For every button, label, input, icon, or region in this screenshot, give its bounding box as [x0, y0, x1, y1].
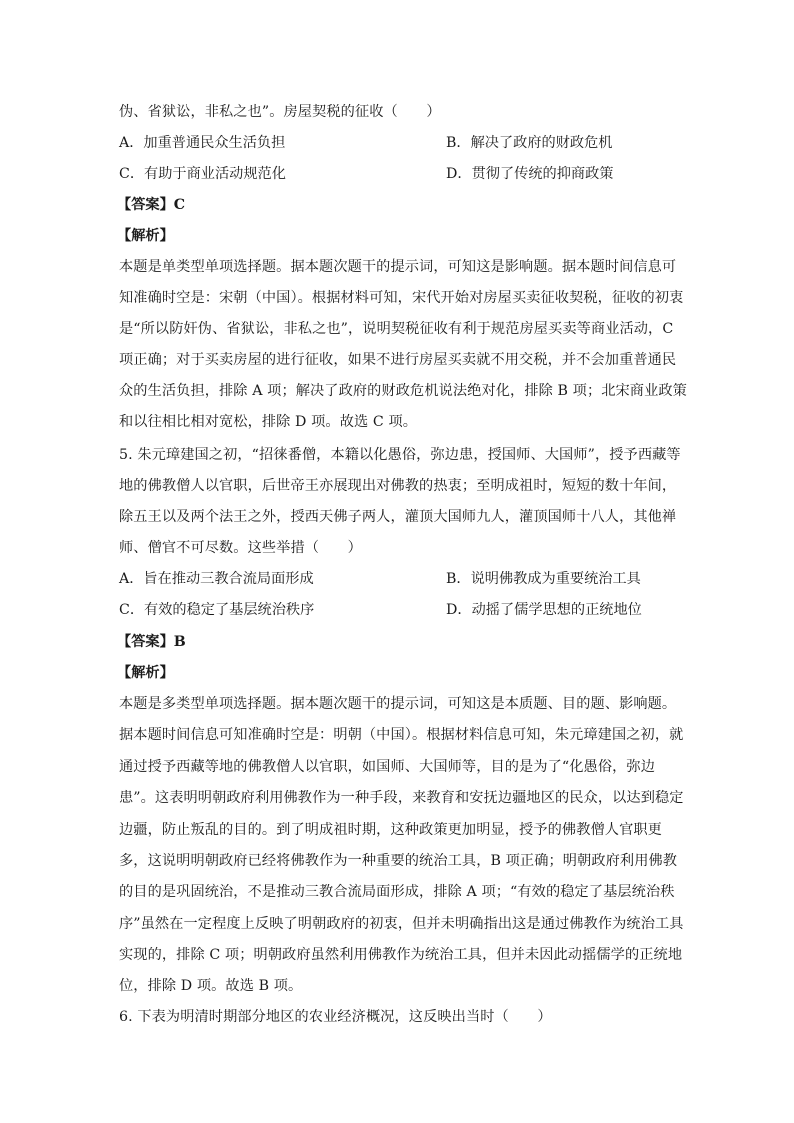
q4-analysis-line: 和以往相比相对宽松，排除 D 项。故选 C 项。 [119, 414, 418, 430]
q5-option-b: B．说明佛教成为重要统治工具 [446, 571, 641, 587]
q5-analysis-line: 通过授予西藏等地的佛教僧人以官职，如国师、大国师等，目的是为了“化愚俗，弥边 [119, 759, 655, 775]
q5-analysis-line: 据本题时间信息可知准确时空是：明朝（中国）。根据材料信息可知，朱元璋建国之初，就 [119, 727, 684, 743]
q4-option-b: B．解决了政府的财政危机 [446, 135, 613, 151]
q5-analysis-line: 患”。这表明明朝政府利用佛教作为一种手段，来教育和安抚边疆地区的民众，以达到稳定 [119, 790, 684, 806]
q5-answer: 【答案】B [117, 634, 186, 650]
q6-stem: 6. 下表为明清时期部分地区的农业经济概况，这反映出当时（ ） [119, 1009, 552, 1025]
q4-analysis-line: 众的生活负担，排除 A 项；解决了政府的财政危机说法绝对化，排除 B 项；北宋商业政策 [119, 383, 687, 399]
q5-analysis-line: 多，这说明明朝政府已经将佛教作为一种重要的统治工具，B 项正确；明朝政府利用佛教 [119, 853, 678, 869]
q4-option-c: C．有助于商业活动规范化 [119, 166, 286, 182]
q5-stem-line: 地的佛教僧人以官职，后世帝王亦展现出对佛教的热衷；至明成祖时，短短的数十年间， [119, 478, 677, 494]
q5-analysis-line: 的目的是巩固统治，不是推动三教合流局面形成，排除 A 项；“有效的稳定了基层统治秩 [119, 884, 675, 900]
q5-analysis-line: 边疆，防止叛乱的目的。到了明成祖时期，这种政策更加明显，授予的佛教僧人官职更 [119, 822, 662, 838]
q5-option-c: C．有效的稳定了基层统治秩序 [119, 602, 315, 618]
q4-stem-tail: 伪、省狱讼，非私之也”。房屋契税的征收（ ） [119, 104, 441, 120]
q4-analysis-line: 项正确；对于买卖房屋的进行征收，如果不进行房屋买卖就不用交税，并不会加重普通民 [119, 352, 677, 368]
q5-option-d: D．动摇了儒学思想的正统地位 [446, 602, 642, 618]
q4-analysis-label: 【解析】 [117, 228, 174, 244]
q4-option-d: D．贯彻了传统的抑商政策 [446, 166, 614, 182]
q4-analysis-line: 知准确时空是：宋朝（中国）。根据材料可知，宋代开始对房屋买卖征收契税，征收的初衷 [119, 290, 684, 306]
q5-analysis-line: 实现的，排除 C 项；明朝政府虽然利用佛教作为统治工具，但并未因此动摇儒学的正统地 [119, 947, 683, 963]
q4-analysis-line: 本题是单类型单项选择题。据本题次题干的提示词，可知这是影响题。据本题时间信息可 [119, 259, 677, 275]
q5-option-a: A．旨在推动三教合流局面形成 [119, 571, 314, 587]
q5-analysis-line: 本题是多类型单项选择题。据本题次题干的提示词，可知这是本质题、目的题、影响题。 [119, 696, 677, 712]
q5-stem-line: 除五王以及两个法王之外，授西天佛子两人，灌顶大国师九人，灌顶国师十八人，其他禅 [119, 509, 677, 525]
q4-analysis-line: 是“所以防奸伪、省狱讼，非私之也”，说明契税征收有利于规范房屋买卖等商业活动，C [119, 321, 674, 337]
q4-option-a: A．加重普通民众生活负担 [119, 135, 286, 151]
q5-analysis-label: 【解析】 [117, 665, 174, 681]
q5-stem-line: 师、僧官不可尽数。这些举措（ ） [119, 540, 362, 556]
q5-analysis-line: 序”虽然在一定程度上反映了明朝政府的初衷，但并未明确指出这是通过佛教作为统治工具 [119, 916, 684, 932]
q4-answer: 【答案】C [117, 197, 186, 213]
q5-analysis-line: 位，排除 D 项。故选 B 项。 [119, 978, 303, 994]
q5-stem-line: 5. 朱元璋建国之初，“招徕番僧，本籍以化愚俗，弥边患，授国师、大国师”，授予西藏等 [119, 447, 681, 463]
